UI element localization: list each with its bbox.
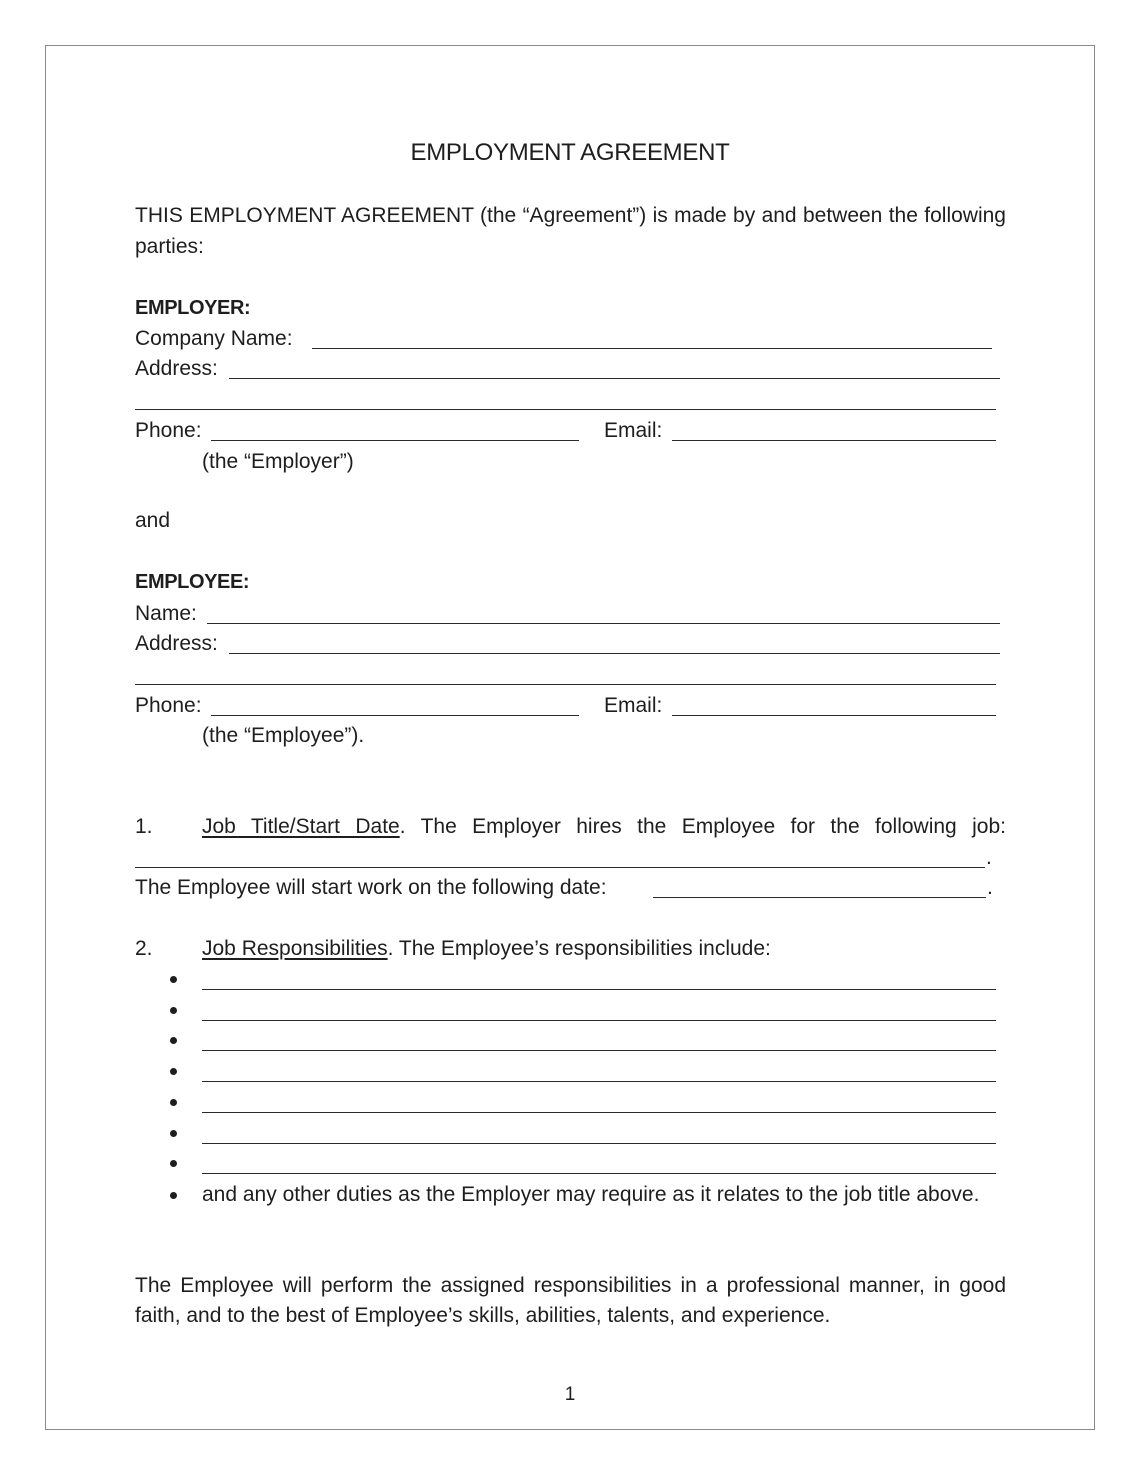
start-date-text: The Employee will start work on the following date: [135, 876, 607, 899]
bullet-icon [170, 1160, 177, 1167]
responsibility-field-6[interactable] [202, 1143, 996, 1144]
employee-phone-field[interactable] [211, 715, 579, 716]
section1-line [202, 815, 1006, 839]
employer-company-field[interactable] [312, 348, 992, 349]
bullet-icon [170, 1007, 177, 1014]
employee-address-field-line2[interactable] [135, 684, 996, 685]
employee-email-label: Email: [604, 694, 663, 717]
bullet-icon [170, 1037, 177, 1044]
document-title: EMPLOYMENT AGREEMENT [410, 139, 730, 166]
employer-email-label: Email: [604, 419, 663, 442]
employer-address-label: Address: [135, 357, 218, 380]
employee-email-field[interactable] [672, 715, 996, 716]
employee-designation: (the “Employee”). [202, 724, 365, 747]
intro-paragraph: THIS EMPLOYMENT AGREEMENT (the “Agreement”) is made by and between the following parties: [135, 204, 1006, 258]
bullet-icon [170, 1068, 177, 1075]
employer-address-field-line2[interactable] [135, 409, 996, 410]
responsibility-field-1[interactable] [202, 989, 996, 990]
section1-heading: Job Title/Start Date [202, 815, 400, 838]
start-date-field[interactable] [653, 897, 986, 898]
responsibility-field-7[interactable] [202, 1173, 996, 1174]
job-title-period: . [986, 846, 992, 869]
employer-phone-label: Phone: [135, 419, 202, 442]
closing-paragraph: The Employee will perform the assigned responsibilities in a professional manner, in good faith, and to the best of Employee’s skills, abilities, talents, and experience. [135, 1274, 1006, 1327]
section2-heading: Job Responsibilities [202, 937, 388, 960]
start-date-period: . [987, 876, 993, 899]
section1-number: 1. [135, 815, 153, 838]
last-bullet-text: and any other duties as the Employer may require as it relates to the job title above. [202, 1183, 980, 1206]
bullet-icon [170, 1099, 177, 1106]
bullet-icon [170, 1130, 177, 1137]
page-number: 1 [564, 1384, 576, 1405]
job-title-field[interactable] [135, 867, 985, 868]
employee-phone-label: Phone: [135, 694, 202, 717]
section1-text: . The Employer hires the Employee for the following job: [399, 815, 1006, 838]
employer-designation: (the “Employer”) [202, 450, 354, 473]
employer-phone-field[interactable] [211, 440, 579, 441]
and-text: and [135, 509, 171, 532]
employer-heading: EMPLOYER: [135, 297, 251, 319]
responsibility-field-2[interactable] [202, 1020, 996, 1021]
bullet-icon [170, 976, 177, 983]
employee-name-field[interactable] [207, 623, 1000, 624]
employer-address-field[interactable] [229, 378, 1000, 379]
employer-company-label: Company Name: [135, 327, 293, 350]
employee-name-label: Name: [135, 602, 197, 625]
responsibility-field-4[interactable] [202, 1081, 996, 1082]
employer-email-field[interactable] [672, 440, 996, 441]
bullet-icon [170, 1192, 177, 1199]
responsibility-field-5[interactable] [202, 1112, 996, 1113]
section2-line [202, 937, 771, 961]
responsibility-field-3[interactable] [202, 1050, 996, 1051]
section2-number: 2. [135, 937, 153, 960]
employee-heading: EMPLOYEE: [135, 571, 250, 593]
section2-text: . The Employee’s responsibilities include: [387, 937, 771, 960]
employee-address-label: Address: [135, 632, 218, 655]
employee-address-field[interactable] [229, 653, 1000, 654]
